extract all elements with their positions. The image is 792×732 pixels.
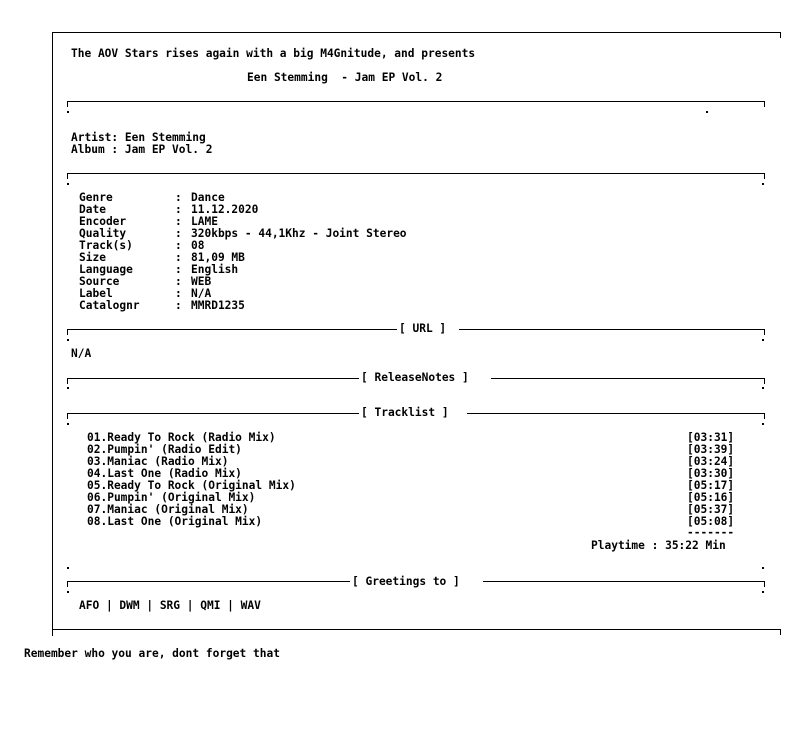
url-right-tick xyxy=(764,329,765,335)
releasenotes-right-dots xyxy=(762,387,764,394)
box2-left-dots xyxy=(67,183,69,190)
track-title: 07.Maniac (Original Mix) xyxy=(87,503,249,516)
tracklist-rule-left xyxy=(67,413,359,414)
info-key: Size xyxy=(79,251,106,264)
info-value: LAME xyxy=(191,215,218,228)
box1-right-tick xyxy=(764,101,765,107)
track-time: [03:39] xyxy=(687,443,735,456)
track-title: 03.Maniac (Radio Mix) xyxy=(87,455,229,468)
info-colon: : xyxy=(175,203,182,216)
info-value: WEB xyxy=(191,275,212,288)
track-title: 05.Ready To Rock (Original Mix) xyxy=(87,479,296,492)
outer-frame-left xyxy=(52,32,53,636)
greetings-list: AFO | DWM | SRG | QMI | WAV xyxy=(79,599,261,612)
url-left-dots xyxy=(67,339,69,346)
tracklist-right-tick xyxy=(764,413,765,419)
info-colon: : xyxy=(175,263,182,276)
releasenotes-rule-right xyxy=(491,378,765,379)
info-key: Quality xyxy=(79,227,127,240)
track-time: [05:37] xyxy=(687,503,735,516)
box1-top xyxy=(67,101,765,102)
info-value: English xyxy=(191,263,239,276)
info-key: Language xyxy=(79,263,133,276)
album-line: Album : Jam EP Vol. 2 xyxy=(71,143,213,156)
releasenotes-left-tick xyxy=(67,378,68,384)
url-right-dots xyxy=(762,339,764,346)
box2-right-tick xyxy=(764,173,765,179)
info-colon: : xyxy=(175,251,182,264)
outer-frame-right-tick xyxy=(780,32,781,38)
track-title: 04.Last One (Radio Mix) xyxy=(87,467,242,480)
track-title: 02.Pumpin' (Radio Edit) xyxy=(87,443,242,456)
info-value: 81,09 MB xyxy=(191,251,245,264)
track-title: 08.Last One (Original Mix) xyxy=(87,515,263,528)
info-key: Catalognr xyxy=(79,299,140,312)
box2-left-tick xyxy=(67,173,68,179)
box2-right-dots xyxy=(762,183,764,190)
info-key: Date xyxy=(79,203,106,216)
track-time: [05:16] xyxy=(687,491,735,504)
greetings-right-tick xyxy=(764,581,765,587)
outer-frame-bottom xyxy=(52,629,781,630)
track-time: [03:30] xyxy=(687,467,735,480)
info-colon: : xyxy=(175,215,182,228)
url-value: N/A xyxy=(71,347,92,360)
track-title: 06.Pumpin' (Original Mix) xyxy=(87,491,256,504)
track-time: [03:31] xyxy=(687,431,735,444)
box1-mid-dots xyxy=(706,111,708,118)
info-colon: : xyxy=(175,299,182,312)
box1-left-tick xyxy=(67,101,68,107)
tracklist-section-title: [ Tracklist ] xyxy=(361,406,449,419)
playtime-separator: ------- xyxy=(687,526,735,539)
track-title: 01.Ready To Rock (Radio Mix) xyxy=(87,431,276,444)
greetings-section-title: [ Greetings to ] xyxy=(352,575,460,588)
info-colon: : xyxy=(175,227,182,240)
info-key: Source xyxy=(79,275,120,288)
info-value: MMRD1235 xyxy=(191,299,245,312)
info-value: Dance xyxy=(191,191,225,204)
info-key: Encoder xyxy=(79,215,127,228)
info-value: 320kbps - 44,1Khz - Joint Stereo xyxy=(191,227,407,240)
greetings-rule-left xyxy=(67,581,350,582)
greetings-rule-right xyxy=(483,581,765,582)
tracklist-bottom-left-dots xyxy=(67,567,69,574)
releasenotes-right-tick xyxy=(764,378,765,384)
greetings-right-dots xyxy=(762,591,764,598)
artist-line: Artist: Een Stemming xyxy=(71,131,206,144)
url-left-tick xyxy=(67,329,68,335)
url-rule-left xyxy=(67,329,397,330)
tracklist-right-dots xyxy=(762,423,764,430)
box1-left-dots xyxy=(67,111,69,118)
greetings-left-tick xyxy=(67,581,68,587)
footer-text: Remember who you are, dont forget that xyxy=(24,647,280,660)
info-value: 08 xyxy=(191,239,205,252)
track-time: [03:24] xyxy=(687,455,735,468)
tracklist-bottom-right-dots xyxy=(762,567,764,574)
track-time: [05:08] xyxy=(687,515,735,528)
info-key: Label xyxy=(79,287,113,300)
info-colon: : xyxy=(175,275,182,288)
tracklist-left-dots xyxy=(67,423,69,430)
releasenotes-left-dots xyxy=(67,387,69,394)
outer-frame-bottom-right-tick xyxy=(780,629,781,635)
tracklist-left-tick xyxy=(67,413,68,419)
outer-frame-top xyxy=(52,32,781,33)
url-section-title: [ URL ] xyxy=(399,322,447,335)
playtime-total: Playtime : 35:22 Min xyxy=(591,539,726,552)
info-colon: : xyxy=(175,239,182,252)
info-value: N/A xyxy=(191,287,212,300)
info-value: 11.12.2020 xyxy=(191,203,259,216)
releasenotes-rule-left xyxy=(67,378,359,379)
box2-top xyxy=(67,173,765,174)
intro-text: The AOV Stars rises again with a big M4Gnitude, and presents xyxy=(71,47,476,60)
info-colon: : xyxy=(175,191,182,204)
greetings-left-dots xyxy=(67,591,69,598)
url-rule-right xyxy=(459,329,765,330)
info-colon: : xyxy=(175,287,182,300)
release-title: Een Stemming - Jam EP Vol. 2 xyxy=(247,71,443,84)
info-key: Genre xyxy=(79,191,113,204)
releasenotes-section-title: [ ReleaseNotes ] xyxy=(361,371,469,384)
track-time: [05:17] xyxy=(687,479,735,492)
tracklist-rule-right xyxy=(467,413,765,414)
info-key: Track(s) xyxy=(79,239,133,252)
